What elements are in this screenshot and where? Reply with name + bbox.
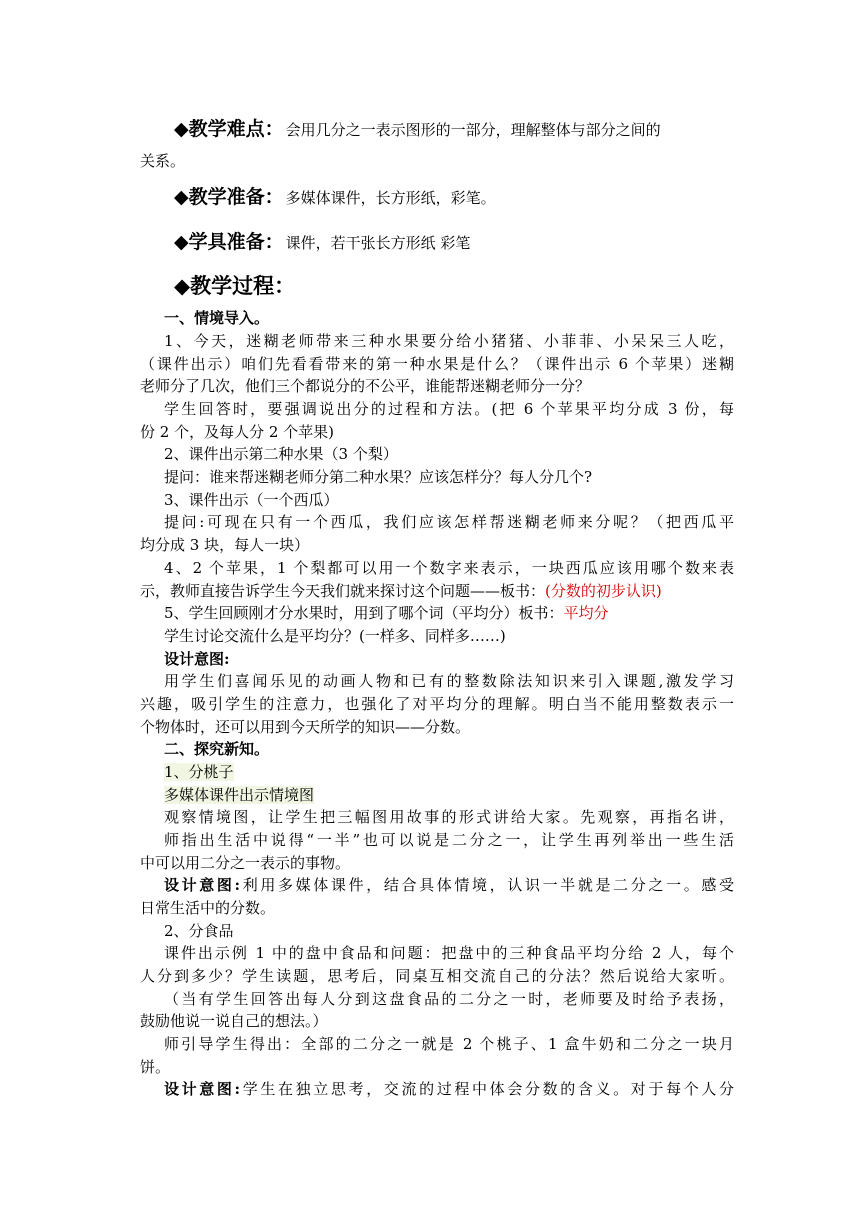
process-label: ◆教学过程： xyxy=(174,274,296,298)
difficulty-section xyxy=(174,116,661,143)
part2-line xyxy=(164,784,734,806)
part2-line: 饼。 xyxy=(140,1058,171,1076)
difficulty-text: 会用几分之一表示图形的一部分，理解整体与部分之间的 xyxy=(285,121,661,139)
design-intent-text: 兴趣，吸引学生的注意力，也强化了对平均分的理解。明白当不能用整数表示一 xyxy=(140,695,734,713)
part1-line: 3、课件出示（一个西瓜） xyxy=(164,491,339,509)
board-title-red: (分数的初步认识) xyxy=(545,582,662,600)
part2-heading: 二、探究新知。 xyxy=(164,740,270,758)
part1-line: 均分成 3 块，每人一块） xyxy=(140,536,310,554)
difficulty-label: ◆教学难点： xyxy=(174,118,284,140)
part1-line: 老师分了几次，他们三个都说分的不公平，谁能帮迷糊老师分一分？ xyxy=(140,377,591,395)
part1-line: 学生讨论交流什么是平均分？(一样多、同样多……) xyxy=(164,627,506,645)
part2-line: （当有学生回答出每人分到这盘食品的二分之一时，老师要及时给予表扬， xyxy=(164,990,734,1008)
part2-line: 观察情境图，让学生把三幅图用故事的形式讲给大家。先观察，再指名讲， xyxy=(164,808,734,826)
part1-line xyxy=(140,580,734,602)
design-intent-text: 个物体时，还可以用到今天所学的知识——分数。 xyxy=(140,718,471,736)
part2-line: 鼓励他说一说自己的想法。） xyxy=(140,1012,328,1030)
part1-line: 提问：谁来帮迷糊老师分第二种水果？应该怎样分？每人分几个? xyxy=(164,468,593,486)
part2-line: 师指出生活中说得“一半”也可以说是二分之一，让学生再列举出一些生活 xyxy=(164,831,734,849)
part1-line: （课件出示）咱们先看看带来的第一种水果是什么？（课件出示 6 个苹果）迷糊 xyxy=(140,355,734,373)
design-intent-label: 设计意图: xyxy=(164,650,230,668)
part2-line xyxy=(164,761,734,783)
design-intent-text: 用学生们喜闻乐见的动画人物和已有的整数除法知识来引入课题,激发学习 xyxy=(164,672,734,690)
part1-line: 份 2 个，及每人分 2 个苹果) xyxy=(140,423,335,441)
board-term-red: 平均分 xyxy=(563,604,609,622)
part1-line: 提问:可现在只有一个西瓜，我们应该怎样帮迷糊老师来分呢？（把西瓜平 xyxy=(164,513,734,531)
difficulty-continuation: 关系。 xyxy=(140,152,186,170)
part1-heading: 一、情境导入。 xyxy=(164,309,270,327)
tools-text: 课件，若干张长方形纸 彩笔 xyxy=(285,234,471,252)
part1-line: 学生回答时，要强调说出分的过程和方法。(把 6 个苹果平均分成 3 份，每 xyxy=(164,400,734,418)
tools-label: ◆学具准备： xyxy=(174,231,284,253)
prep-label: ◆教学准备： xyxy=(174,186,284,208)
part1-line: 4、2 个苹果，1 个梨都可以用一个数字来表示，一块西瓜应该用哪个数来表 xyxy=(164,559,734,577)
highlighted-text: 多媒体课件出示情境图 xyxy=(164,786,315,804)
part2-line: 2、分食品 xyxy=(164,922,234,940)
part1-line: 2、课件出示第二种水果（3 个梨） xyxy=(164,445,398,463)
part1-line-text: 5、学生回顾刚才分水果时，用到了哪个词（平均分）板书： xyxy=(164,604,564,622)
process-section xyxy=(174,273,295,300)
design-intent-label: 设计意图: xyxy=(164,876,241,894)
highlighted-text: 1、分桃子 xyxy=(164,763,234,781)
part2-line: 日常生活中的分数。 xyxy=(140,899,276,917)
design-intent-text: 利用多媒体课件，结合具体情境，认识一半就是二分之一。感受 xyxy=(240,876,734,894)
design-intent-text: 学生在独立思考，交流的过程中体会分数的含义。对于每个人分 xyxy=(240,1080,734,1098)
prep-section xyxy=(174,184,496,211)
design-intent-label: 设计意图: xyxy=(164,1080,241,1098)
part2-line: 课件出示例 1 中的盘中食品和问题：把盘中的三种食品平均分给 2 人，每个 xyxy=(164,944,734,962)
part2-line xyxy=(164,1078,734,1100)
part2-line: 师引导学生得出：全部的二分之一就是 2 个桃子、1 盒牛奶和二分之一块月 xyxy=(164,1035,734,1053)
part2-line: 中可以用二分之一表示的事物。 xyxy=(140,854,351,872)
part1-line xyxy=(164,602,734,624)
part2-line xyxy=(164,874,734,896)
part1-line: 1、今天，迷糊老师带来三种水果要分给小猪猪、小菲菲、小呆呆三人吃， xyxy=(164,332,734,350)
part1-line-text: 示，教师直接告诉学生今天我们就来探讨这个问题——板书： xyxy=(140,582,546,600)
prep-text: 多媒体课件，长方形纸，彩笔。 xyxy=(285,189,496,207)
part2-line: 人分到多少？学生读题，思考后，同桌互相交流自己的分法？然后说给大家听。 xyxy=(140,967,734,985)
tools-section xyxy=(174,229,470,256)
